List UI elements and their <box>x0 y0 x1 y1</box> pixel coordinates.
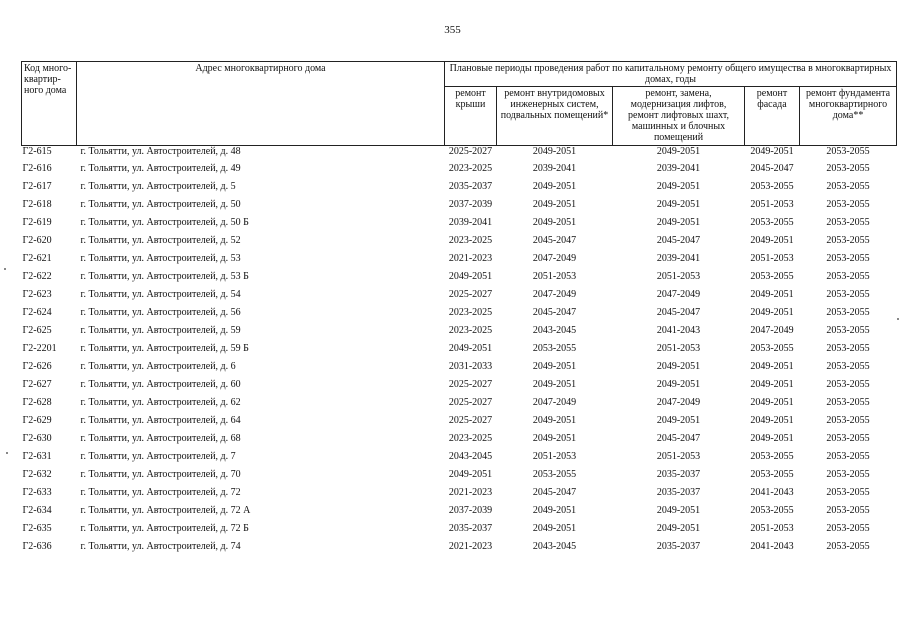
cell-roof: 2021-2023 <box>448 540 493 552</box>
cell-systems: 2047-2049 <box>532 396 577 408</box>
cell-facade: 2049-2051 <box>750 146 794 157</box>
cell-lifts: 2047-2049 <box>656 288 701 300</box>
table-row <box>22 231 897 249</box>
cell-code: Г2-633 <box>22 486 52 498</box>
table-row <box>22 411 897 429</box>
cell-code: Г2-622 <box>22 270 52 282</box>
table-row <box>22 537 897 555</box>
cell-roof: 2025-2027 <box>448 288 493 300</box>
cell-roof: 2049-2051 <box>448 270 493 282</box>
cell-foundation: 2053-2055 <box>826 288 870 300</box>
cell-facade: 2047-2049 <box>750 324 794 336</box>
cell-code: Г2-616 <box>22 162 52 174</box>
cell-systems: 2043-2045 <box>532 540 577 552</box>
cell-address: г. Тольятти, ул. Автостроителей, д. 59 Б <box>80 342 249 354</box>
cell-address: г. Тольятти, ул. Автостроителей, д. 60 <box>80 378 241 390</box>
cell-code: Г2-621 <box>22 252 52 264</box>
header-foundation: ремонт фундамента многоквартирного дома** <box>800 87 897 146</box>
table-row <box>22 213 897 231</box>
cell-roof: 2043-2045 <box>448 450 493 462</box>
cell-address: г. Тольятти, ул. Автостроителей, д. 50 Б <box>80 216 249 228</box>
cell-lifts: 2035-2037 <box>656 486 701 498</box>
cell-facade: 2051-2053 <box>750 522 794 534</box>
cell-address: г. Тольятти, ул. Автостроителей, д. 54 <box>80 288 241 300</box>
cell-lifts: 2049-2051 <box>656 414 701 426</box>
cell-lifts: 2049-2051 <box>656 180 701 192</box>
cell-facade: 2049-2051 <box>750 234 794 246</box>
cell-lifts: 2051-2053 <box>656 270 701 282</box>
cell-code: Г2-618 <box>22 198 52 210</box>
cell-systems: 2045-2047 <box>532 306 577 318</box>
cell-roof: 2049-2051 <box>448 468 493 480</box>
cell-lifts: 2045-2047 <box>656 432 701 444</box>
cell-lifts: 2045-2047 <box>656 306 701 318</box>
table-row <box>22 339 897 357</box>
cell-code: Г2-636 <box>22 540 52 552</box>
cell-systems: 2047-2049 <box>532 288 577 300</box>
cell-systems: 2049-2051 <box>532 522 577 534</box>
scan-speck <box>4 268 6 270</box>
table-row <box>22 465 897 483</box>
cell-facade: 2049-2051 <box>750 378 794 390</box>
cell-lifts: 2041-2043 <box>656 324 701 336</box>
scan-speck <box>6 452 8 454</box>
cell-systems: 2051-2053 <box>532 450 577 462</box>
cell-systems: 2049-2051 <box>532 414 577 426</box>
table-row <box>22 429 897 447</box>
cell-foundation: 2053-2055 <box>826 414 870 426</box>
cell-facade: 2049-2051 <box>750 288 794 300</box>
cell-systems: 2045-2047 <box>532 486 577 498</box>
cell-facade: 2053-2055 <box>750 504 794 516</box>
cell-systems: 2049-2051 <box>532 146 577 157</box>
cell-systems: 2049-2051 <box>532 378 577 390</box>
cell-lifts: 2035-2037 <box>656 540 701 552</box>
cell-foundation: 2053-2055 <box>826 486 870 498</box>
table-body <box>22 146 897 556</box>
cell-facade: 2053-2055 <box>750 468 794 480</box>
cell-facade: 2053-2055 <box>750 450 794 462</box>
cell-lifts: 2049-2051 <box>656 378 701 390</box>
table-row <box>22 177 897 195</box>
cell-address: г. Тольятти, ул. Автостроителей, д. 72 Б <box>80 522 249 534</box>
cell-roof: 2023-2025 <box>448 162 493 174</box>
header-systems: ремонт внутридомовых инженерных систем, подвальных помещений* <box>497 87 613 146</box>
cell-foundation: 2053-2055 <box>826 162 870 174</box>
cell-address: г. Тольятти, ул. Автостроителей, д. 72 А <box>80 504 251 516</box>
cell-address: г. Тольятти, ул. Автостроителей, д. 59 <box>80 324 241 336</box>
cell-foundation: 2053-2055 <box>826 324 870 336</box>
cell-code: Г2-626 <box>22 360 52 372</box>
cell-foundation: 2053-2055 <box>826 360 870 372</box>
cell-foundation: 2053-2055 <box>826 234 870 246</box>
cell-code: Г2-617 <box>22 180 52 192</box>
table-row <box>22 357 897 375</box>
cell-roof: 2031-2033 <box>448 360 493 372</box>
cell-foundation: 2053-2055 <box>826 198 870 210</box>
table-row <box>22 285 897 303</box>
cell-foundation: 2053-2055 <box>826 540 870 552</box>
cell-code: Г2-625 <box>22 324 52 336</box>
cell-code: Г2-624 <box>22 306 52 318</box>
cell-roof: 2021-2023 <box>448 486 493 498</box>
cell-facade: 2053-2055 <box>750 180 794 192</box>
cell-address: г. Тольятти, ул. Автостроителей, д. 68 <box>80 432 241 444</box>
table-row <box>22 303 897 321</box>
table-row <box>22 321 897 339</box>
cell-foundation: 2053-2055 <box>826 504 870 516</box>
cell-code: Г2-634 <box>22 504 52 516</box>
cell-foundation: 2053-2055 <box>826 432 870 444</box>
cell-code: Г2-628 <box>22 396 52 408</box>
cell-foundation: 2053-2055 <box>826 468 870 480</box>
table-row <box>22 483 897 501</box>
header-periods: Плановые периоды проведения работ по капитальному ремонту общего имущества в многоквартирных домах, годы <box>445 62 897 87</box>
cell-roof: 2023-2025 <box>448 306 493 318</box>
cell-address: г. Тольятти, ул. Автостроителей, д. 72 <box>80 486 241 498</box>
cell-address: г. Тольятти, ул. Автостроителей, д. 70 <box>80 468 241 480</box>
table-row <box>22 146 897 160</box>
cell-address: г. Тольятти, ул. Автостроителей, д. 48 <box>80 146 241 157</box>
table-row <box>22 375 897 393</box>
cell-code: Г2-627 <box>22 378 52 390</box>
cell-lifts: 2051-2053 <box>656 450 701 462</box>
cell-facade: 2049-2051 <box>750 396 794 408</box>
cell-roof: 2035-2037 <box>448 180 493 192</box>
table-row <box>22 249 897 267</box>
cell-systems: 2049-2051 <box>532 432 577 444</box>
table-row <box>22 501 897 519</box>
cell-address: г. Тольятти, ул. Автостроителей, д. 64 <box>80 414 241 426</box>
cell-systems: 2053-2055 <box>532 468 577 480</box>
cell-foundation: 2053-2055 <box>826 378 870 390</box>
cell-systems: 2049-2051 <box>532 180 577 192</box>
cell-roof: 2037-2039 <box>448 504 493 516</box>
cell-systems: 2045-2047 <box>532 234 577 246</box>
table-row <box>22 267 897 285</box>
cell-lifts: 2051-2053 <box>656 342 701 354</box>
cell-address: г. Тольятти, ул. Автостроителей, д. 6 <box>80 360 236 372</box>
scan-speck <box>897 318 899 320</box>
table-row <box>22 393 897 411</box>
cell-facade: 2049-2051 <box>750 414 794 426</box>
cell-roof: 2023-2025 <box>448 432 493 444</box>
cell-facade: 2053-2055 <box>750 270 794 282</box>
cell-address: г. Тольятти, ул. Автостроителей, д. 49 <box>80 162 241 174</box>
cell-foundation: 2053-2055 <box>826 270 870 282</box>
cell-roof: 2037-2039 <box>448 198 493 210</box>
cell-address: г. Тольятти, ул. Автостроителей, д. 62 <box>80 396 241 408</box>
table-header <box>22 62 897 146</box>
cell-systems: 2049-2051 <box>532 198 577 210</box>
cell-systems: 2053-2055 <box>532 342 577 354</box>
cell-roof: 2021-2023 <box>448 252 493 264</box>
header-lifts: ремонт, замена, модернизация лифтов, ремонт лифтовых шахт, машинных и блочных помещений <box>613 87 745 146</box>
cell-code: Г2-623 <box>22 288 52 300</box>
cell-code: Г2-620 <box>22 234 52 246</box>
cell-foundation: 2053-2055 <box>826 342 870 354</box>
cell-foundation: 2053-2055 <box>826 146 870 157</box>
cell-address: г. Тольятти, ул. Автостроителей, д. 50 <box>80 198 241 210</box>
cell-roof: 2049-2051 <box>448 342 493 354</box>
cell-lifts: 2049-2051 <box>656 522 701 534</box>
cell-facade: 2049-2051 <box>750 360 794 372</box>
cell-foundation: 2053-2055 <box>826 180 870 192</box>
cell-roof: 2023-2025 <box>448 234 493 246</box>
cell-lifts: 2039-2041 <box>656 252 701 264</box>
cell-lifts: 2049-2051 <box>656 146 701 157</box>
cell-address: г. Тольятти, ул. Автостроителей, д. 53 <box>80 252 241 264</box>
table-row <box>22 195 897 213</box>
cell-roof: 2035-2037 <box>448 522 493 534</box>
cell-systems: 2043-2045 <box>532 324 577 336</box>
header-roof: ремонт крыши <box>445 87 497 146</box>
cell-address: г. Тольятти, ул. Автостроителей, д. 74 <box>80 540 241 552</box>
cell-facade: 2053-2055 <box>750 342 794 354</box>
cell-address: г. Тольятти, ул. Автостроителей, д. 7 <box>80 450 236 462</box>
header-address: Адрес многоквартирного дома <box>77 62 445 146</box>
cell-facade: 2041-2043 <box>750 486 794 498</box>
cell-address: г. Тольятти, ул. Автостроителей, д. 56 <box>80 306 241 318</box>
cell-code: Г2-635 <box>22 522 52 534</box>
cell-facade: 2049-2051 <box>750 306 794 318</box>
cell-facade: 2045-2047 <box>750 162 794 174</box>
cell-lifts: 2039-2041 <box>656 162 701 174</box>
cell-code: Г2-2201 <box>22 342 57 354</box>
cell-lifts: 2047-2049 <box>656 396 701 408</box>
table-row <box>22 447 897 465</box>
cell-lifts: 2049-2051 <box>656 504 701 516</box>
cell-foundation: 2053-2055 <box>826 216 870 228</box>
cell-foundation: 2053-2055 <box>826 396 870 408</box>
cell-systems: 2049-2051 <box>532 216 577 228</box>
cell-systems: 2049-2051 <box>532 504 577 516</box>
cell-code: Г2-629 <box>22 414 52 426</box>
header-facade: ремонт фасада <box>745 87 800 146</box>
cell-facade: 2051-2053 <box>750 252 794 264</box>
header-code: Код много-квартир-ного дома <box>22 62 77 146</box>
cell-code: Г2-630 <box>22 432 52 444</box>
cell-systems: 2039-2041 <box>532 162 577 174</box>
cell-roof: 2025-2027 <box>448 414 493 426</box>
cell-foundation: 2053-2055 <box>826 252 870 264</box>
cell-code: Г2-631 <box>22 450 52 462</box>
cell-lifts: 2049-2051 <box>656 216 701 228</box>
page-number: 355 <box>444 24 461 36</box>
cell-address: г. Тольятти, ул. Автостроителей, д. 5 <box>80 180 236 192</box>
cell-roof: 2039-2041 <box>448 216 493 228</box>
cell-code: Г2-619 <box>22 216 52 228</box>
cell-foundation: 2053-2055 <box>826 522 870 534</box>
cell-facade: 2041-2043 <box>750 540 794 552</box>
cell-roof: 2025-2027 <box>448 396 493 408</box>
cell-lifts: 2035-2037 <box>656 468 701 480</box>
cell-lifts: 2049-2051 <box>656 360 701 372</box>
cell-roof: 2023-2025 <box>448 324 493 336</box>
cell-lifts: 2049-2051 <box>656 198 701 210</box>
cell-systems: 2047-2049 <box>532 252 577 264</box>
cell-facade: 2053-2055 <box>750 216 794 228</box>
cell-facade: 2051-2053 <box>750 198 794 210</box>
cell-lifts: 2045-2047 <box>656 234 701 246</box>
table-row <box>22 519 897 537</box>
cell-address: г. Тольятти, ул. Автостроителей, д. 52 <box>80 234 241 246</box>
cell-foundation: 2053-2055 <box>826 450 870 462</box>
cell-code: Г2-632 <box>22 468 52 480</box>
repair-schedule-table <box>21 61 897 555</box>
table-row <box>22 159 897 177</box>
cell-code: Г2-615 <box>22 146 52 157</box>
cell-systems: 2051-2053 <box>532 270 577 282</box>
cell-foundation: 2053-2055 <box>826 306 870 318</box>
cell-systems: 2049-2051 <box>532 360 577 372</box>
cell-roof: 2025-2027 <box>448 378 493 390</box>
cell-facade: 2049-2051 <box>750 432 794 444</box>
cell-address: г. Тольятти, ул. Автостроителей, д. 53 Б <box>80 270 249 282</box>
cell-roof: 2025-2027 <box>448 146 493 157</box>
